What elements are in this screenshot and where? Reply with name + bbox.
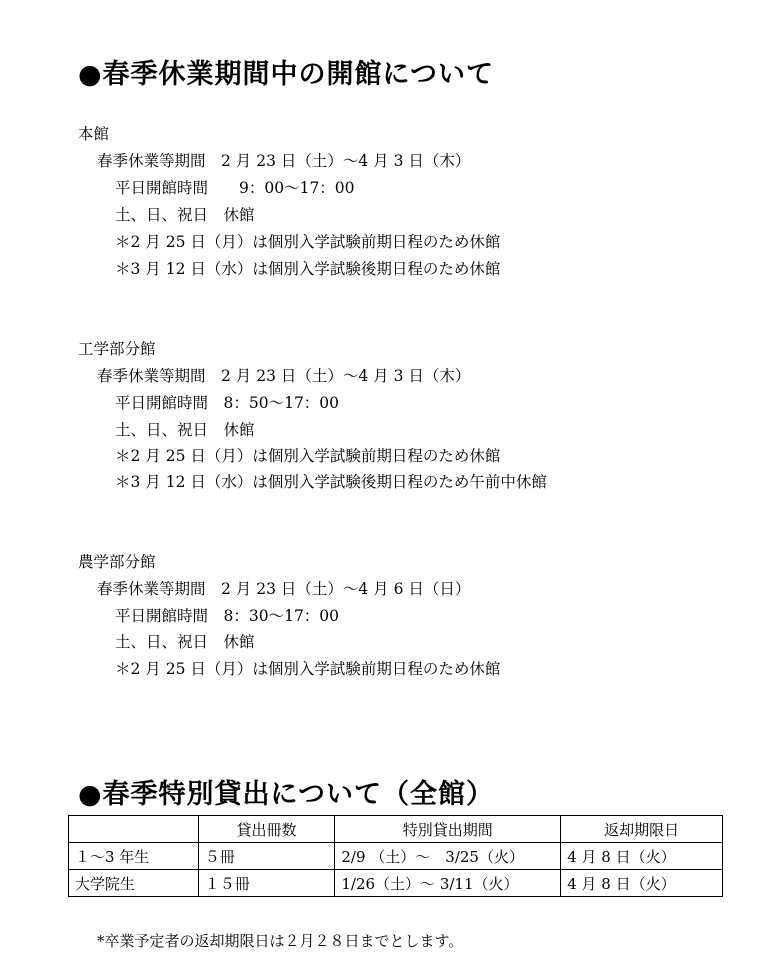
- main-holiday: 土、日、祝日 休館: [115, 206, 255, 224]
- table-cell: 大学院生: [69, 870, 199, 897]
- main-note-1: ＊2 月 25 日（月）は個別入学試験前期日程のため休館: [115, 233, 501, 251]
- table-header-cell: 特別貸出期間: [335, 816, 561, 843]
- table-header-cell: [69, 816, 199, 843]
- engineering-weekday-hours: 平日開館時間 8：50～17：00: [115, 394, 340, 412]
- table-cell: 2/9 （土）～ 3/25（火）: [335, 843, 561, 870]
- main-period: 春季休業等期間 2 月 23 日（土）～4 月 3 日（木）: [97, 152, 471, 170]
- engineering-note-2: ＊3 月 12 日（水）は個別入学試験後期日程のため午前中休館: [115, 473, 547, 491]
- library-name-main: 本館: [78, 125, 110, 143]
- engineering-note-1: ＊2 月 25 日（月）は個別入学試験前期日程のため休館: [115, 447, 501, 465]
- agriculture-weekday-hours: 平日開館時間 8：30～17：00: [115, 607, 340, 625]
- table-row: [69, 843, 723, 870]
- main-weekday-hours: 平日開館時間 9：00～17：00: [115, 179, 355, 197]
- opening-hours-heading: ●春季休業期間中の開館について: [78, 59, 495, 90]
- table-cell: １～3 年生: [69, 843, 199, 870]
- agriculture-holiday: 土、日、祝日 休館: [115, 633, 255, 651]
- agriculture-period: 春季休業等期間 2 月 23 日（土）～4 月 6 日（日）: [97, 580, 471, 598]
- main-note-2: ＊3 月 12 日（水）は個別入学試験後期日程のため休館: [115, 260, 501, 278]
- table-cell: 4 月 8 日（火）: [561, 870, 723, 897]
- table-cell: １５冊: [198, 870, 335, 897]
- special-loan-table: [68, 815, 723, 897]
- graduates-footnote: *卒業予定者の返却期限日は２月２８日までとします。: [97, 932, 464, 950]
- library-name-engineering: 工学部分館: [78, 340, 156, 358]
- table-cell: 1/26（土）～ 3/11（火）: [335, 870, 561, 897]
- agriculture-note-1: ＊2 月 25 日（月）は個別入学試験前期日程のため休館: [115, 660, 501, 678]
- table-header-row: [69, 816, 723, 843]
- table-header-cell: 貸出冊数: [198, 816, 335, 843]
- engineering-holiday: 土、日、祝日 休館: [115, 421, 255, 439]
- table-cell: 4 月 8 日（火）: [561, 843, 723, 870]
- table-row: [69, 870, 723, 897]
- table-header-cell: 返却期限日: [561, 816, 723, 843]
- library-name-agriculture: 農学部分館: [78, 553, 156, 571]
- table-cell: ５冊: [198, 843, 335, 870]
- engineering-period: 春季休業等期間 2 月 23 日（土）～4 月 3 日（木）: [97, 367, 471, 385]
- special-loan-heading: ●春季特別貸出について（全館）: [78, 779, 495, 810]
